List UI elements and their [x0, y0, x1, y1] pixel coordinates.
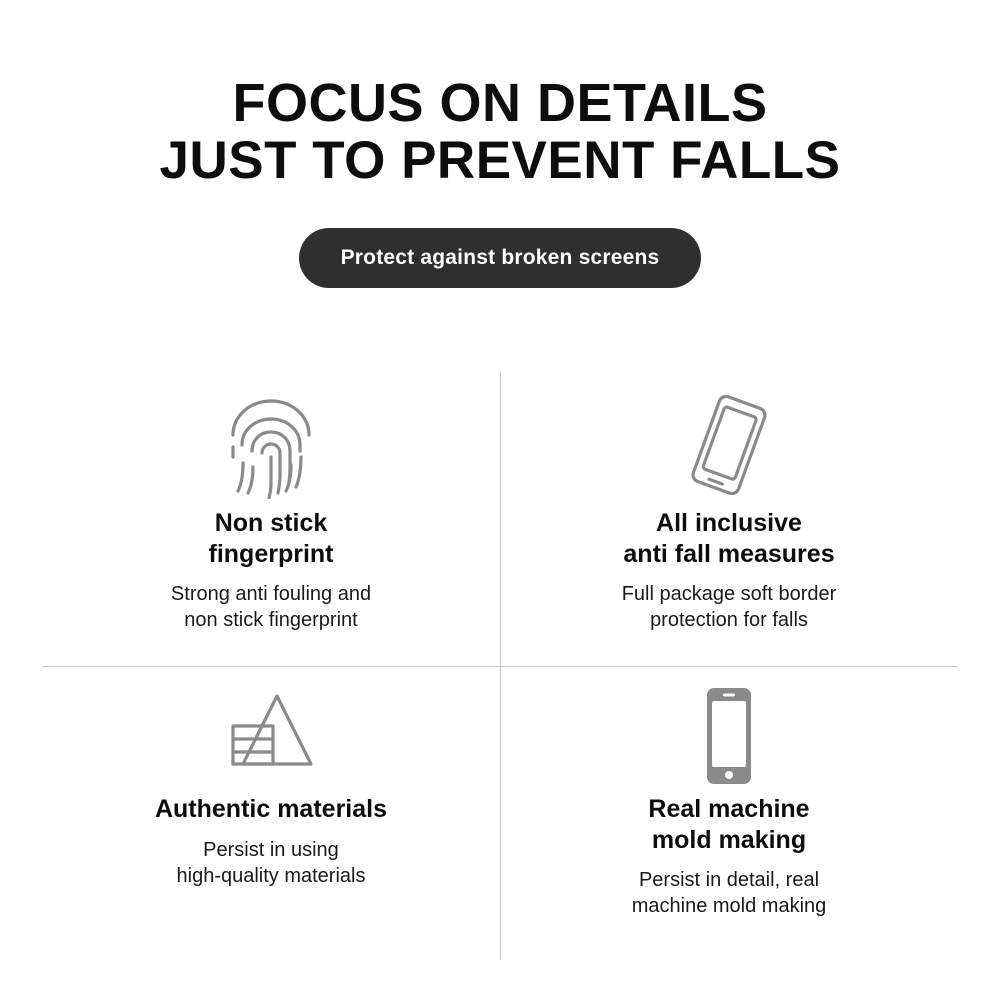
fingerprint-icon	[223, 386, 319, 504]
feature-desc-line-2: high-quality materials	[176, 864, 366, 887]
feature-title-line-2: mold making	[651, 825, 807, 854]
feature-title	[623, 508, 834, 569]
headline-line-2: JUST TO PREVENT FALLS	[159, 131, 841, 191]
feature-desc-line-2: machine mold making	[631, 895, 827, 917]
feature-desc-line-2: non stick fingerprint	[184, 609, 358, 631]
feature-grid	[42, 372, 958, 960]
smartphone-icon	[693, 680, 765, 792]
feature-desc-line-1: Persist in using	[203, 838, 339, 861]
feature-cell-authentic-materials	[42, 666, 500, 960]
materials-stack-icon	[219, 680, 323, 792]
feature-cell-real-machine-mold	[500, 666, 958, 960]
headline-line-1: FOCUS ON DETAILS	[232, 73, 768, 133]
feature-description	[622, 581, 837, 633]
badge-container	[0, 228, 1000, 288]
feature-description	[177, 837, 366, 889]
feature-description	[632, 867, 827, 919]
feature-title-line-1: Authentic materials	[154, 795, 387, 823]
feature-title	[209, 508, 334, 569]
feature-title-line-1: Non stick	[214, 509, 328, 537]
feature-title	[648, 794, 809, 855]
feature-desc-line-2: protection for falls	[650, 609, 808, 631]
feature-desc-line-1: Strong anti fouling and	[170, 583, 372, 605]
feature-desc-line-1: Persist in detail, real	[638, 869, 820, 891]
tilted-phone-icon	[679, 386, 779, 504]
status-badge: Protect against broken screens	[299, 228, 702, 288]
headline-block	[0, 0, 1000, 190]
feature-title	[155, 794, 387, 825]
feature-title-line-1: Real machine	[648, 795, 810, 823]
feature-title-line-1: All inclusive	[656, 509, 802, 537]
feature-cell-non-stick-fingerprint	[42, 372, 500, 666]
feature-cell-anti-fall-measures	[500, 372, 958, 666]
feature-desc-line-1: Full package soft border	[621, 583, 837, 605]
feature-title-line-2: fingerprint	[208, 539, 334, 568]
feature-title-line-2: anti fall measures	[623, 539, 835, 568]
feature-description	[171, 581, 371, 633]
